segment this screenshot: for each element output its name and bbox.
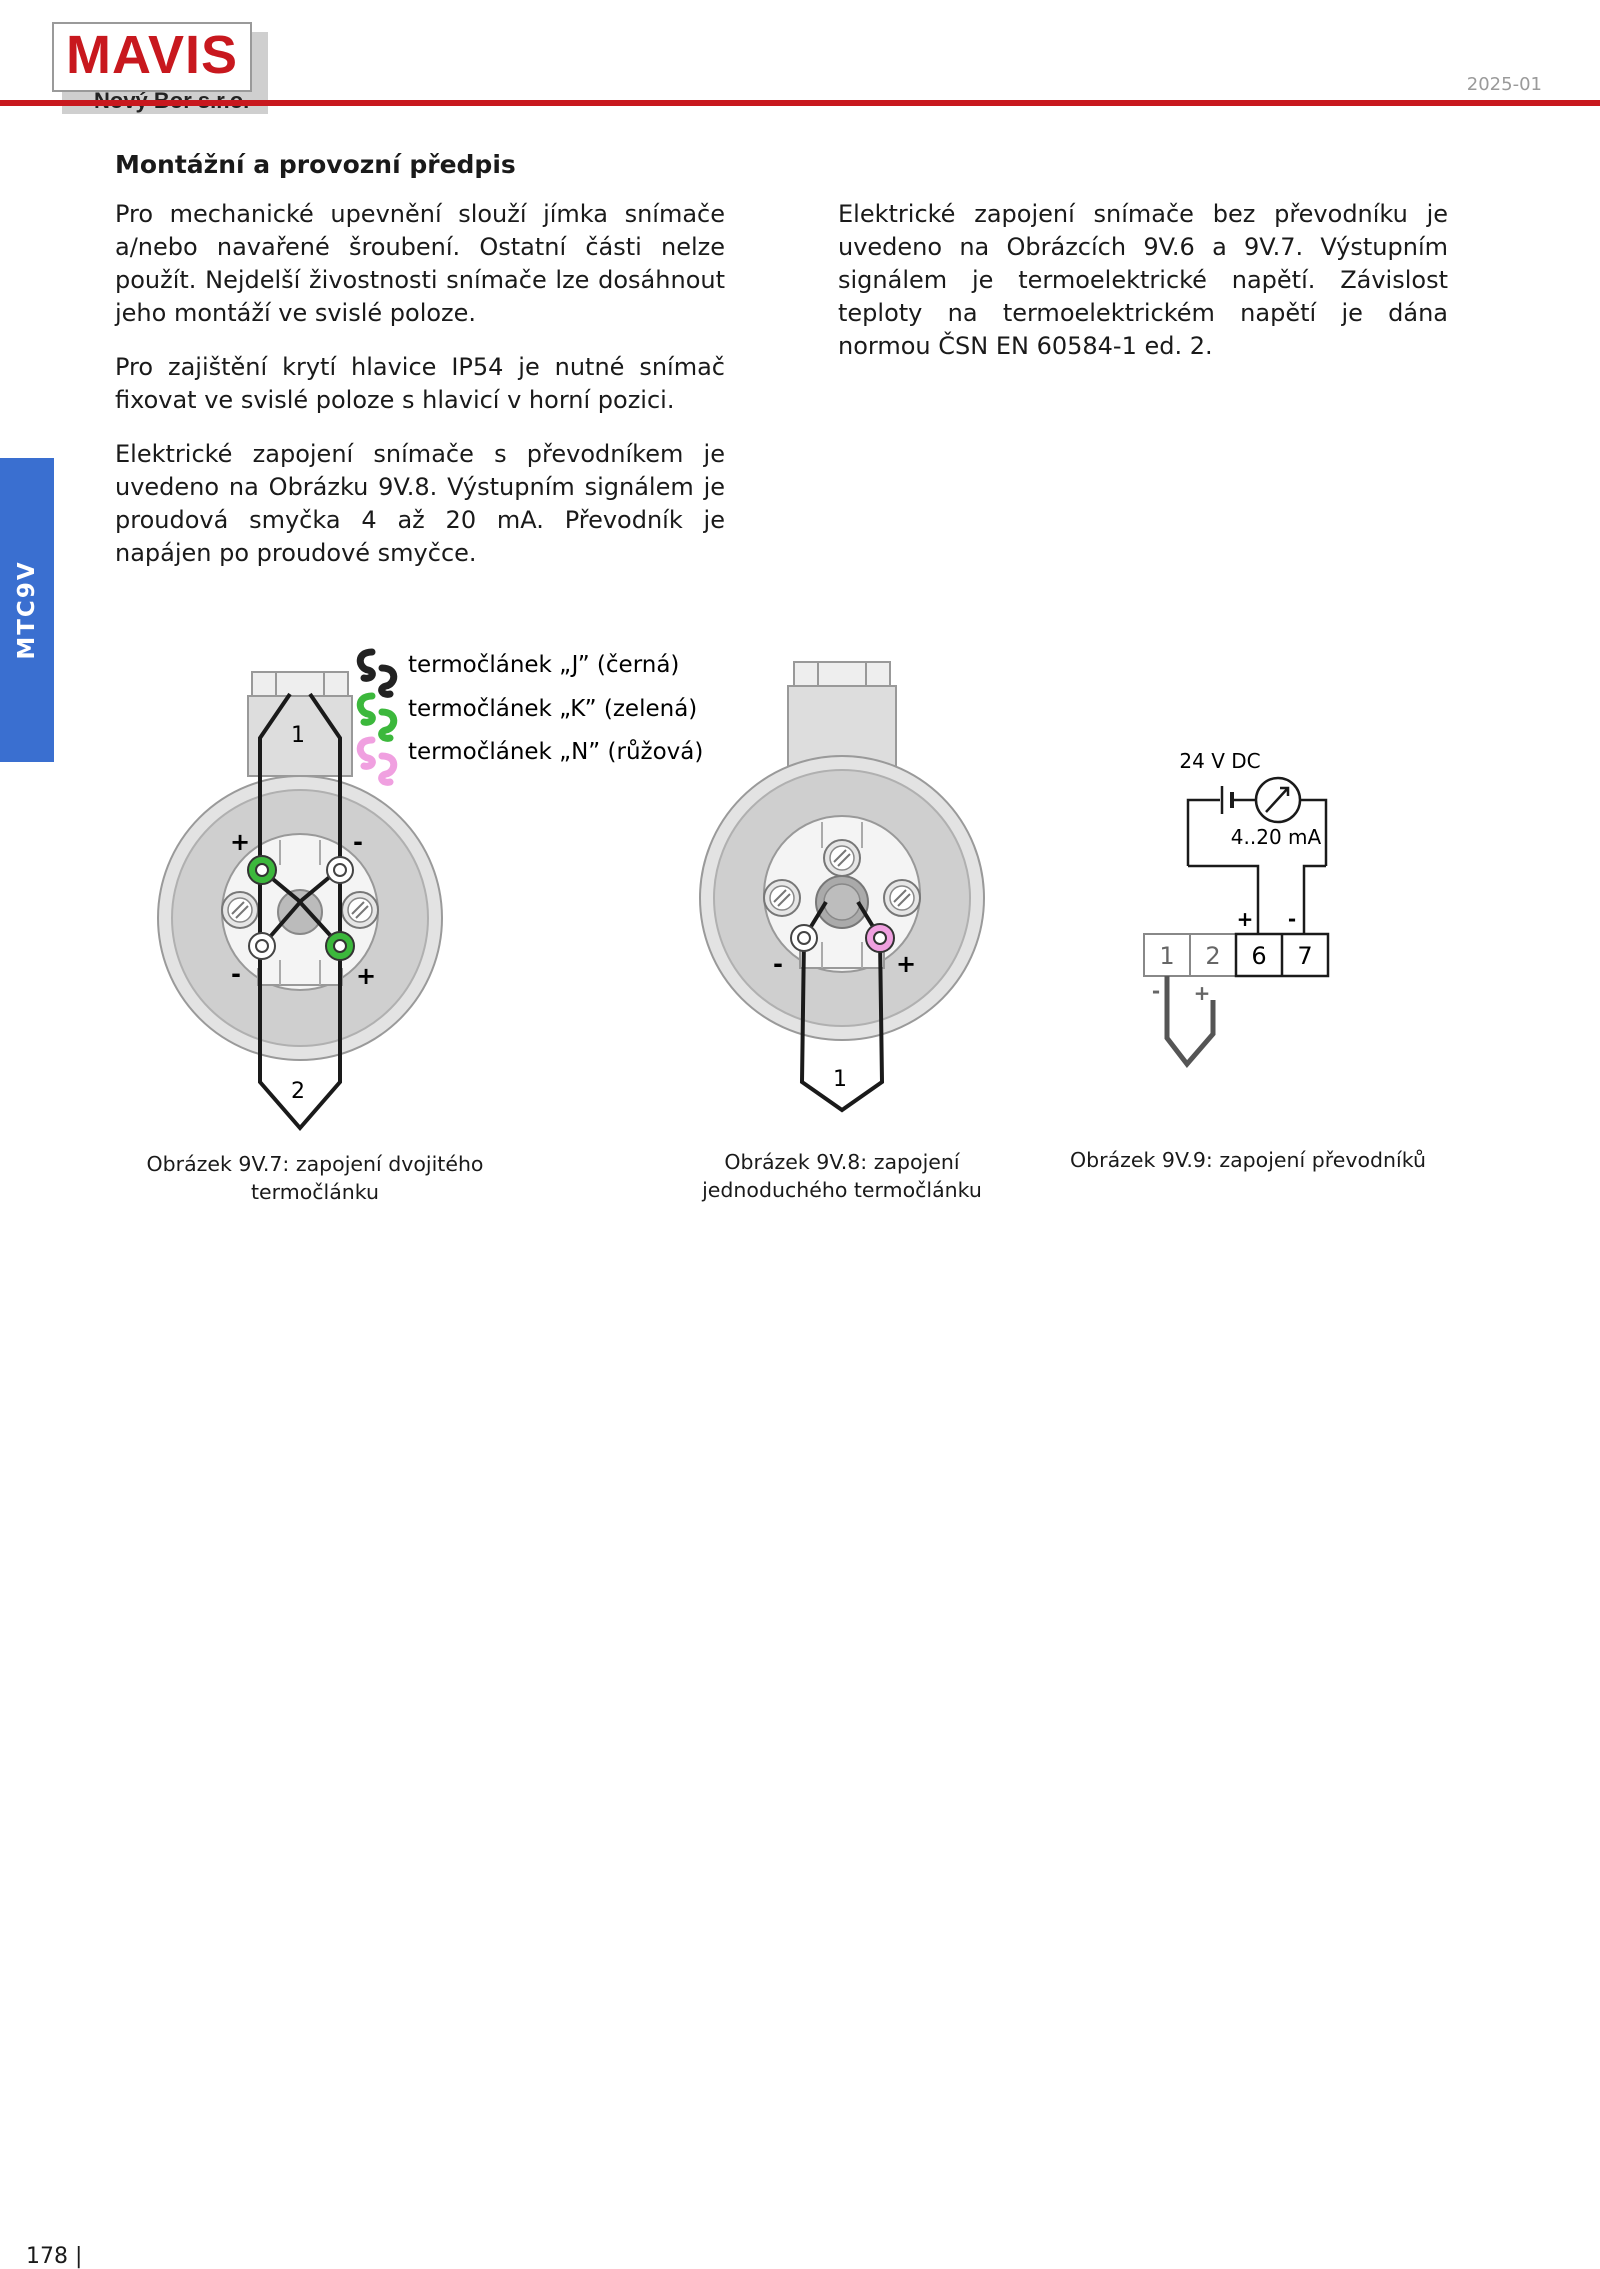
legend-icon-n xyxy=(360,740,394,782)
fig7-plus-top: + xyxy=(229,828,251,856)
fig9-meter-label: 4..20 mA xyxy=(1230,825,1322,849)
caption-line: Obrázek 9V.8: zapojení xyxy=(724,1150,960,1174)
terminal-1: 1 xyxy=(1159,942,1175,970)
terminal-6: 6 xyxy=(1251,942,1267,970)
figure-9v9 xyxy=(1144,749,1328,1064)
section-title: Montážní a provozní předpis xyxy=(115,150,516,179)
legend-j: termočlánek „J” (černá) xyxy=(408,652,680,678)
fig8-minus: - xyxy=(773,950,783,978)
fig7-caption xyxy=(140,1150,490,1206)
fig9-plus-lower: + xyxy=(1193,981,1211,1005)
fig8-plus: + xyxy=(895,950,917,978)
fig9-caption xyxy=(1058,1146,1438,1174)
document-date: 2025-01 xyxy=(1466,74,1542,95)
logo-title: MAVIS xyxy=(65,25,238,85)
paragraph: Elektrické zapojení snímače s převodníkem je uvedeno na Obrázku 9V.8. Výstupním signálem je proudová smyčka 4 až 20 mA. Převodník je napájen po proudové smyčce. xyxy=(115,440,725,567)
legend-icon-k xyxy=(360,696,394,738)
left-column xyxy=(115,198,725,570)
fig9-minus-lower: - xyxy=(1151,979,1161,1003)
legend-n: termočlánek „N” (růžová) xyxy=(408,739,704,765)
fig9-supply-label: 24 V DC xyxy=(1179,749,1261,773)
fig7-minus-top: - xyxy=(353,828,363,856)
fig9-plus-upper: + xyxy=(1236,907,1254,931)
terminal-block xyxy=(1144,934,1328,976)
fig7-bottom-label: 2 xyxy=(291,1079,305,1104)
figure-9v8 xyxy=(700,662,984,1110)
fig7-minus-bottom: - xyxy=(231,960,241,988)
paragraph: Elektrické zapojení snímače bez převodníku je uvedeno na Obrázcích 9V.6 a 9V.7. Výstupním signálem je termoelektrické napětí. Závislost teploty na termoelektrickém napětí je dána normou ČSN EN 60584-1 ed. 2. xyxy=(838,200,1448,360)
caption-line: termočlánku xyxy=(251,1180,379,1204)
terminal-7: 7 xyxy=(1297,942,1313,970)
right-column xyxy=(838,198,1448,363)
paragraph: Pro mechanické upevnění slouží jímka snímače a/nebo navařené šroubení. Ostatní části nelze použít. Nejdelší živostnosti snímače lze dosáhnout jeho montáží ve svislé poloze. xyxy=(115,200,725,327)
fig8-bottom-label: 1 xyxy=(833,1067,847,1092)
paragraph: Pro zajištění krytí hlavice IP54 je nutné snímač fixovat ve svislé poloze s hlavicí v horní pozici. xyxy=(115,353,725,414)
fig7-plus-bottom: + xyxy=(355,962,377,990)
caption-line: Obrázek 9V.7: zapojení dvojitého xyxy=(146,1152,484,1176)
fig7-top-label: 1 xyxy=(291,723,305,748)
figures-area xyxy=(0,640,1600,1180)
caption-line: jednoduchého termočlánku xyxy=(702,1178,982,1202)
legend xyxy=(360,652,703,782)
caption-line: Obrázek 9V.9: zapojení převodníků xyxy=(1070,1148,1426,1172)
fig9-minus-upper: - xyxy=(1287,907,1297,931)
legend-icon-j xyxy=(360,652,394,694)
header-rule xyxy=(0,100,1600,106)
page-number: 178 | xyxy=(26,2244,83,2269)
terminal-2: 2 xyxy=(1205,942,1221,970)
figure-9v7 xyxy=(158,672,442,1128)
chapter-tab-label: MTC9V xyxy=(14,560,40,660)
legend-k: termočlánek „K” (zelená) xyxy=(408,696,698,722)
fig8-caption xyxy=(672,1148,1012,1204)
